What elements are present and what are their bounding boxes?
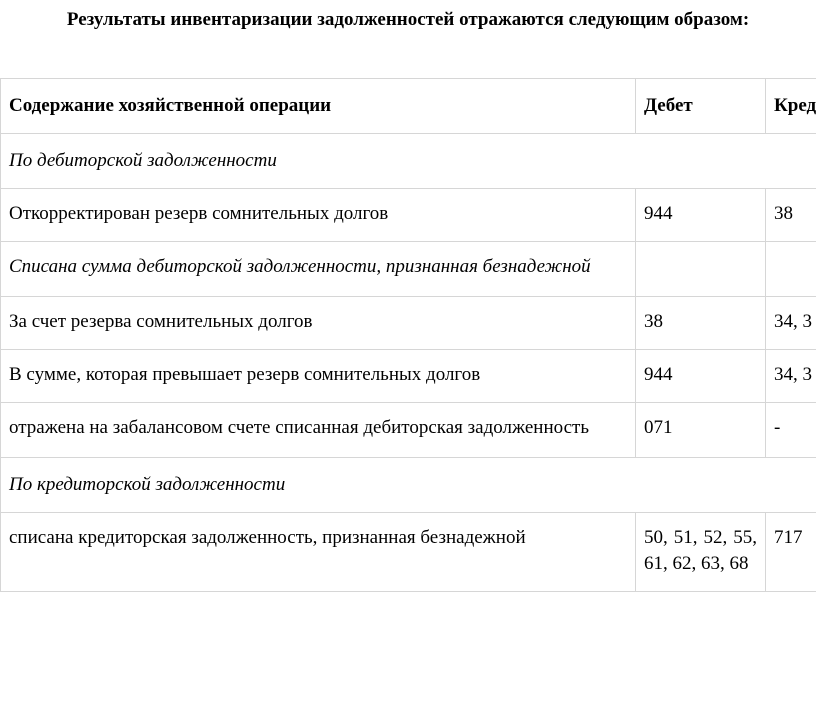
cell-operation: отражена на забалансовом счете списанная дебиторская задолженность: [1, 403, 636, 458]
header-credit: Кред: [766, 79, 816, 134]
cell-debit: 50, 51, 52, 55, 61, 62, 63, 68: [636, 513, 766, 592]
cell-operation: Списана сумма дебиторской задолженности, признанная безнадежной: [1, 242, 636, 297]
table-row: [1, 350, 816, 403]
cell-credit: 34, 3: [766, 350, 816, 403]
cell-operation: В сумме, которая превышает резерв сомнительных долгов: [1, 350, 636, 403]
table-row: [1, 189, 816, 242]
cell-debit: 071: [636, 403, 766, 458]
header-debit: Дебет: [636, 79, 766, 134]
document-title: Результаты инвентаризации задолженностей отражаются следующим образом:: [66, 9, 750, 30]
cell-credit: 34, 3: [766, 297, 816, 350]
section-row-payables: [1, 458, 816, 513]
cell-debit: 944: [636, 350, 766, 403]
table-row: [1, 513, 816, 592]
section-label: По кредиторской задолженности: [1, 458, 816, 513]
cell-debit: 944: [636, 189, 766, 242]
table-container: [0, 78, 816, 668]
cell-credit: 717: [766, 513, 816, 592]
cell-operation: списана кредиторская задолженность, признанная безнадежной: [1, 513, 636, 592]
section-label: По дебиторской задолженности: [1, 134, 816, 189]
cell-operation: За счет резерва сомнительных долгов: [1, 297, 636, 350]
inventory-table: [0, 78, 816, 592]
cell-debit: 38: [636, 297, 766, 350]
cell-debit: [636, 242, 766, 297]
table-row: [1, 242, 816, 297]
cell-credit: [766, 242, 816, 297]
table-row: [1, 297, 816, 350]
cell-operation: Откорректирован резерв сомнительных долгов: [1, 189, 636, 242]
cell-credit: -: [766, 403, 816, 458]
cell-credit: 38: [766, 189, 816, 242]
table-row: [1, 403, 816, 458]
section-row-receivables: [1, 134, 816, 189]
table-header-row: [1, 79, 816, 134]
header-operation: Содержание хозяйственной операции: [1, 79, 636, 134]
